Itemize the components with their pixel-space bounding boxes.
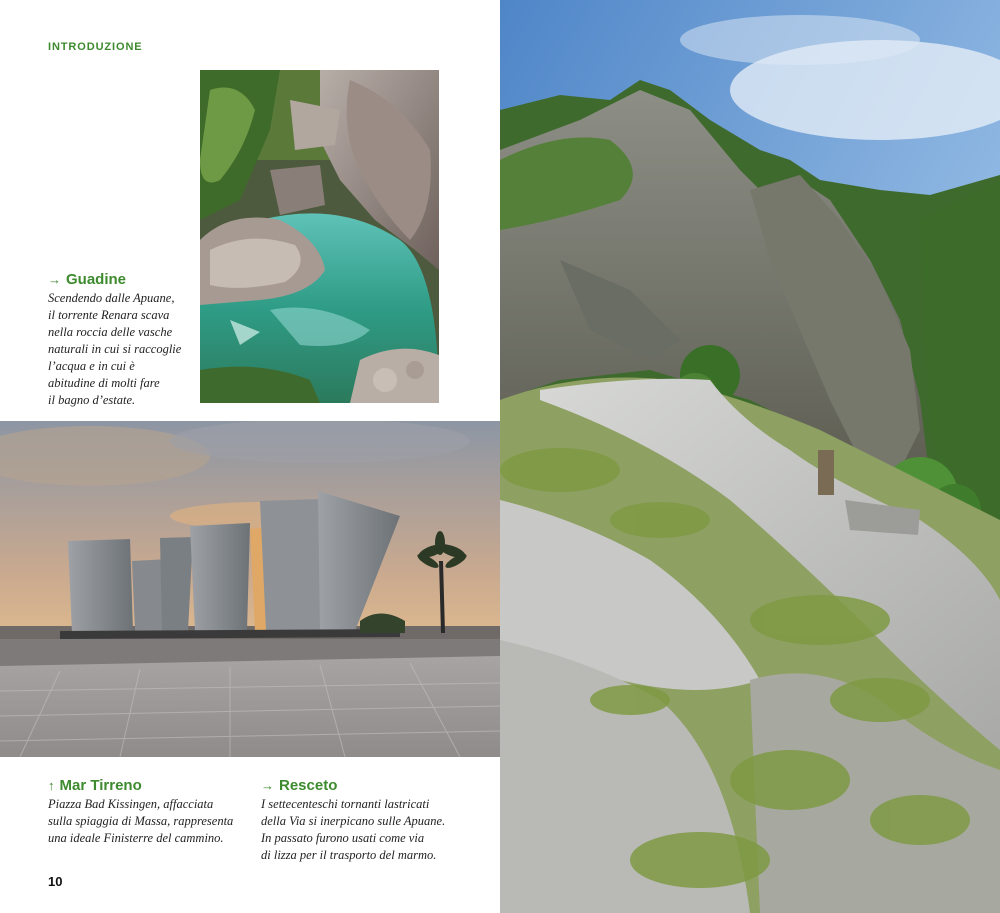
caption-line: I settecenteschi tornanti lastricati (261, 797, 430, 811)
caption-line: di lizza per il trasporto del marmo. (261, 848, 437, 862)
caption-line: In passato furono usati come via (261, 831, 425, 845)
caption-line: il torrente Renara scava (48, 308, 170, 322)
caption-text-resceto (261, 796, 445, 864)
caption-title-resceto (261, 777, 337, 794)
arrow-right-icon: → (261, 778, 274, 793)
caption-text-mar-tirreno (48, 796, 233, 847)
caption-title-text: Resceto (279, 777, 338, 794)
caption-title-mar-tirreno (48, 777, 142, 794)
photo-mountain-path (500, 0, 1000, 913)
caption-line: abitudine di molti fare (48, 376, 160, 390)
arrow-up-icon: ↑ (48, 778, 55, 793)
section-label: INTRODUZIONE (48, 41, 143, 53)
caption-line: l’acqua e in cui è (48, 359, 135, 373)
caption-line: Scendendo dalle Apuane, (48, 291, 175, 305)
caption-line: della Via si inerpicano sulle Apuane. (261, 814, 446, 828)
photo-river-gorge (200, 70, 439, 403)
caption-line: il bagno d’estate. (48, 393, 136, 407)
arrow-right-icon: → (48, 272, 61, 287)
caption-title-text: Mar Tirreno (59, 777, 142, 794)
caption-text-guadine (48, 290, 181, 409)
photo-seafront-monument (0, 421, 500, 757)
caption-line: sulla spiaggia di Massa, rappresenta (48, 814, 234, 828)
caption-title-text: Guadine (66, 271, 127, 288)
caption-line: una ideale Finisterre del cammino. (48, 831, 224, 845)
caption-line: nella roccia delle vasche (48, 325, 173, 339)
caption-line: Piazza Bad Kissingen, affacciata (48, 797, 214, 811)
caption-line: naturali in cui si raccoglie (48, 342, 182, 356)
page-number: 10 (48, 874, 63, 889)
caption-title-guadine (48, 271, 126, 288)
